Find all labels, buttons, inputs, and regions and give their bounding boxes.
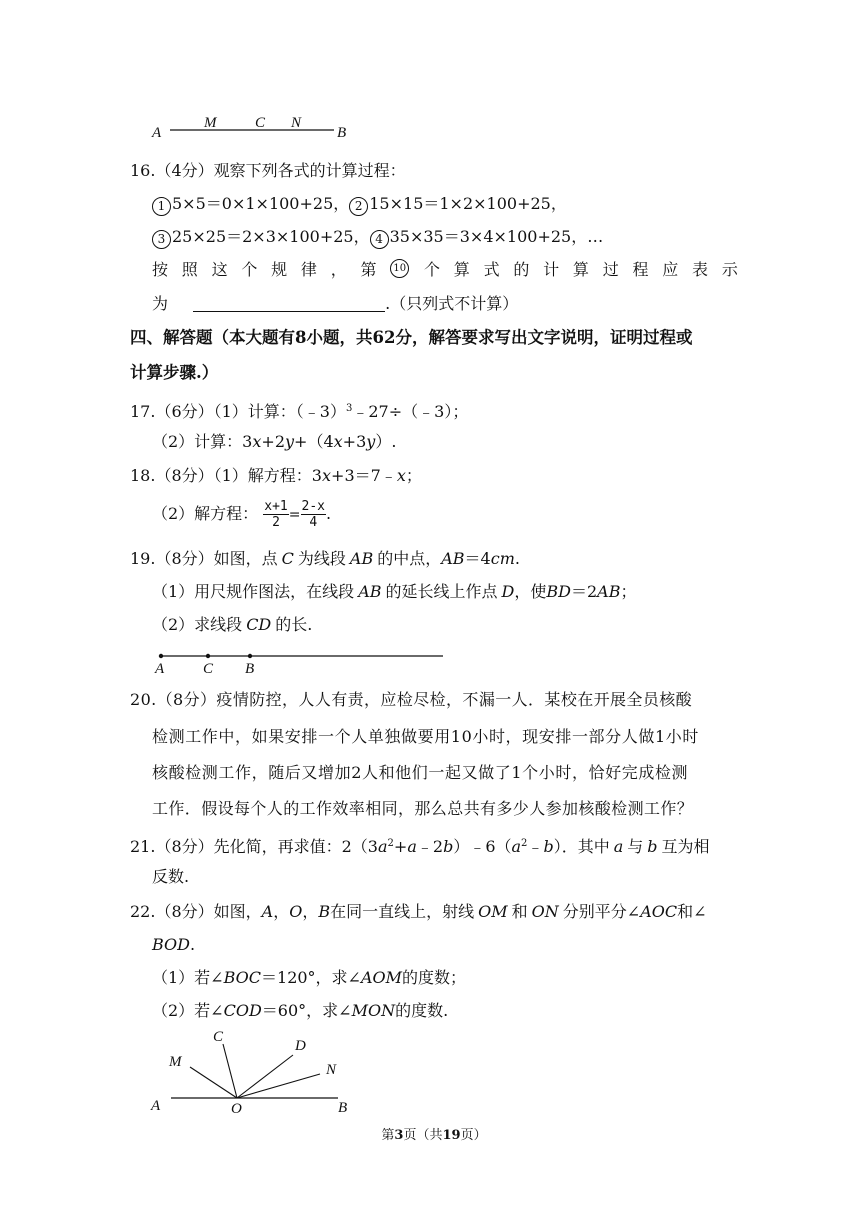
text: ＝4 bbox=[464, 549, 491, 568]
text: ， bbox=[302, 902, 319, 921]
formula: 35×35＝3×4×100+25，… bbox=[389, 227, 604, 246]
ray-od bbox=[237, 1055, 293, 1098]
circled-number: 3 bbox=[152, 230, 171, 249]
text: 21.（8分）先化简，再求值：2（3 bbox=[130, 837, 378, 856]
rule-char: 应 bbox=[662, 260, 679, 279]
text: ﹣ bbox=[527, 837, 544, 856]
rule-char: 律 bbox=[300, 260, 317, 279]
equals-sign: = bbox=[288, 507, 301, 523]
rule-char: 按 bbox=[152, 260, 169, 279]
label-m: M bbox=[204, 115, 217, 131]
q17-part2 bbox=[152, 431, 396, 453]
label-a: A bbox=[152, 125, 162, 141]
rule-char: 式 bbox=[483, 260, 500, 279]
var: BD bbox=[546, 582, 571, 601]
var: COD bbox=[223, 1001, 262, 1020]
text: ＝60°，求∠ bbox=[261, 1001, 352, 1020]
q16-stem: 16.（4分）观察下列各式的计算过程： bbox=[130, 161, 406, 180]
rule-char: 照 bbox=[181, 260, 198, 279]
var: b bbox=[647, 837, 658, 856]
var: CD bbox=[246, 615, 272, 634]
q20-line3: 核酸检测工作，随后又增加2人和他们一起又做了1个小时，恰好完成检测 bbox=[152, 763, 689, 782]
var: ON bbox=[531, 902, 559, 921]
var: C bbox=[281, 549, 294, 568]
var: b bbox=[543, 837, 554, 856]
circled-number: 2 bbox=[349, 197, 368, 216]
text: （2）计算：3 bbox=[152, 432, 253, 451]
q16-formulas-row1 bbox=[152, 193, 567, 216]
text: +3 bbox=[342, 432, 367, 451]
section-heading-line2: 计算步骤.） bbox=[130, 363, 219, 382]
var: y bbox=[285, 432, 295, 451]
label-c: C bbox=[203, 661, 214, 676]
circled-number: 4 bbox=[370, 230, 389, 249]
answer-blank[interactable] bbox=[193, 297, 385, 312]
var: O bbox=[289, 902, 303, 921]
rule-char: ， bbox=[330, 260, 347, 279]
text: 分别平分∠ bbox=[562, 902, 641, 921]
label-b: B bbox=[338, 1100, 348, 1116]
var: y bbox=[366, 432, 376, 451]
rule-char: 计 bbox=[543, 260, 560, 279]
label-n: N bbox=[326, 1062, 337, 1078]
text: . bbox=[325, 504, 332, 523]
page-footer bbox=[0, 1124, 868, 1143]
rule-char: 程 bbox=[632, 260, 649, 279]
text: 的长. bbox=[275, 615, 313, 634]
q19-stem bbox=[130, 548, 520, 570]
q18-part1 bbox=[130, 465, 422, 487]
text: ）﹣6（ bbox=[453, 837, 512, 856]
var: cm bbox=[490, 549, 515, 568]
point-c bbox=[206, 654, 210, 658]
section-heading-line1: 四、解答题（本大题有8小题，共62分，解答要求写出文字说明，证明过程或 bbox=[130, 328, 693, 347]
var: AOM bbox=[360, 968, 403, 987]
rule-char: 算 bbox=[572, 260, 589, 279]
var: x bbox=[396, 466, 406, 485]
text: 的度数. bbox=[395, 1001, 449, 1020]
q19-part2 bbox=[152, 614, 312, 636]
q17-part1 bbox=[130, 398, 468, 423]
text: 页） bbox=[460, 1128, 487, 1143]
label-a: A bbox=[155, 661, 165, 676]
text: （2）解方程： bbox=[152, 504, 259, 523]
text: +3＝7﹣ bbox=[331, 466, 397, 485]
rule-char: 的 bbox=[513, 260, 530, 279]
label-c: C bbox=[255, 115, 266, 131]
text: . bbox=[190, 935, 196, 954]
q22-line2 bbox=[152, 934, 195, 956]
superscript: 2 bbox=[387, 838, 394, 849]
text: 的中点， bbox=[377, 549, 442, 568]
angle-figure bbox=[145, 1022, 365, 1122]
text: ， bbox=[273, 902, 290, 921]
ray-on bbox=[237, 1074, 320, 1098]
rule-char: 个 bbox=[241, 260, 258, 279]
superscript: 3 bbox=[346, 403, 353, 414]
q20-line4: 工作．假设每个人的工作效率相同，那么总共有多少人参加核酸检测工作？ bbox=[152, 799, 694, 818]
var: BOD bbox=[152, 935, 190, 954]
text: ﹣2 bbox=[416, 837, 444, 856]
point-b bbox=[248, 654, 252, 658]
total-pages: 19 bbox=[442, 1128, 461, 1143]
rule-char: 表 bbox=[692, 260, 709, 279]
circled-number: 1 bbox=[152, 197, 171, 216]
text: 互为相 bbox=[661, 837, 710, 856]
text: 页（共 bbox=[403, 1128, 443, 1143]
point-a bbox=[159, 654, 163, 658]
fraction-right bbox=[301, 499, 326, 530]
var: AB bbox=[441, 549, 465, 568]
var: a bbox=[511, 837, 522, 856]
q16-rule-line bbox=[152, 259, 738, 281]
text: ； bbox=[620, 582, 637, 601]
denominator: 2 bbox=[272, 515, 280, 530]
q20-line1: 20.（8分）疫情防控，人人有责，应检尽检，不漏一人．某校在开展全员核酸 bbox=[130, 690, 693, 709]
label-m: M bbox=[169, 1054, 182, 1070]
label-n: N bbox=[291, 115, 302, 131]
var: D bbox=[501, 582, 515, 601]
text: 和 bbox=[511, 902, 528, 921]
text: （1）用尺规作图法，在线段 bbox=[152, 582, 355, 601]
text: + bbox=[393, 837, 408, 856]
var: AB bbox=[358, 582, 382, 601]
q21-line1 bbox=[130, 833, 710, 858]
q22-line1 bbox=[130, 901, 707, 923]
fraction-left bbox=[263, 499, 288, 530]
var: x bbox=[333, 432, 343, 451]
circled-number-10: 10 bbox=[390, 259, 409, 278]
text: 17.（6分）（1）计算：（﹣3） bbox=[130, 402, 346, 421]
denominator: 4 bbox=[309, 515, 318, 530]
text: 22.（8分）如图， bbox=[130, 902, 262, 921]
q22-part2 bbox=[152, 1000, 448, 1022]
text: 19.（8分）如图，点 bbox=[130, 549, 278, 568]
rule-char: 算 bbox=[453, 260, 470, 279]
text: 为线段 bbox=[297, 549, 346, 568]
text: ； bbox=[405, 466, 422, 485]
page-number: 3 bbox=[394, 1128, 404, 1143]
label-o: O bbox=[231, 1101, 242, 1117]
rule-char: 过 bbox=[602, 260, 619, 279]
label-a: A bbox=[151, 1098, 161, 1114]
var: b bbox=[443, 837, 454, 856]
var: OM bbox=[478, 902, 508, 921]
text: 第 bbox=[381, 1128, 395, 1143]
var: x bbox=[322, 466, 332, 485]
q21-line2: 反数. bbox=[152, 867, 190, 886]
wei-char: 为 bbox=[152, 294, 169, 313]
q19-part1 bbox=[152, 581, 636, 603]
var: a bbox=[378, 837, 388, 856]
text: ﹣27÷（﹣3）； bbox=[352, 402, 469, 421]
text: ＝2 bbox=[570, 582, 598, 601]
label-d: D bbox=[295, 1038, 306, 1054]
var: AB bbox=[597, 582, 621, 601]
text: （1）若∠ bbox=[152, 968, 224, 987]
q16-answer-line bbox=[152, 293, 518, 315]
text: ）. bbox=[375, 432, 397, 451]
formula: 5×5＝0×1×100+25， bbox=[172, 194, 350, 213]
var: a bbox=[407, 837, 417, 856]
q22-part1 bbox=[152, 967, 466, 989]
segment-figure-acb bbox=[150, 646, 450, 676]
text: +2 bbox=[261, 432, 285, 451]
text: +（4 bbox=[294, 432, 334, 451]
rule-char: 个 bbox=[424, 260, 441, 279]
rule-char: 规 bbox=[271, 260, 288, 279]
text: （2）若∠ bbox=[152, 1001, 224, 1020]
rule-char: 示 bbox=[721, 260, 738, 279]
text: 在同一直线上，射线 bbox=[330, 902, 475, 921]
rule-char: 这 bbox=[211, 260, 228, 279]
var: AOC bbox=[640, 902, 678, 921]
text: 18.（8分）（1）解方程：3 bbox=[130, 466, 322, 485]
superscript: 2 bbox=[521, 838, 528, 849]
rule-char: 第 bbox=[360, 260, 377, 279]
text: . bbox=[514, 549, 520, 568]
q20-line2: 检测工作中，如果安排一个人单独做要用10小时，现安排一部分人做1小时 bbox=[152, 727, 699, 746]
numerator: x+1 bbox=[264, 499, 288, 514]
q18-part2 bbox=[152, 497, 331, 532]
text: ＝120°，求∠ bbox=[261, 968, 361, 987]
var: a bbox=[613, 837, 624, 856]
text: 的度数； bbox=[402, 968, 467, 987]
text: ）．其中 bbox=[553, 837, 610, 856]
formula: 15×15＝1×2×100+25， bbox=[369, 194, 567, 213]
formula: 25×25＝2×3×100+25， bbox=[172, 227, 370, 246]
var: MON bbox=[351, 1001, 396, 1020]
label-c: C bbox=[213, 1029, 224, 1045]
q16-tail: .（只列式不计算） bbox=[385, 294, 519, 313]
var: A bbox=[261, 902, 274, 921]
label-b: B bbox=[337, 125, 347, 141]
text: ，使 bbox=[514, 582, 547, 601]
text: 与 bbox=[627, 837, 644, 856]
q16-formulas-row2 bbox=[152, 226, 603, 249]
label-b: B bbox=[245, 661, 255, 676]
var: BOC bbox=[223, 968, 262, 987]
text: 和∠ bbox=[677, 902, 707, 921]
numerator: 2-x bbox=[301, 499, 325, 514]
text: 的延长线上作点 bbox=[385, 582, 498, 601]
var: AB bbox=[349, 549, 374, 568]
var: x bbox=[252, 432, 262, 451]
text: （2）求线段 bbox=[152, 615, 243, 634]
segment-figure-amcnb bbox=[148, 112, 358, 146]
var: B bbox=[318, 902, 331, 921]
